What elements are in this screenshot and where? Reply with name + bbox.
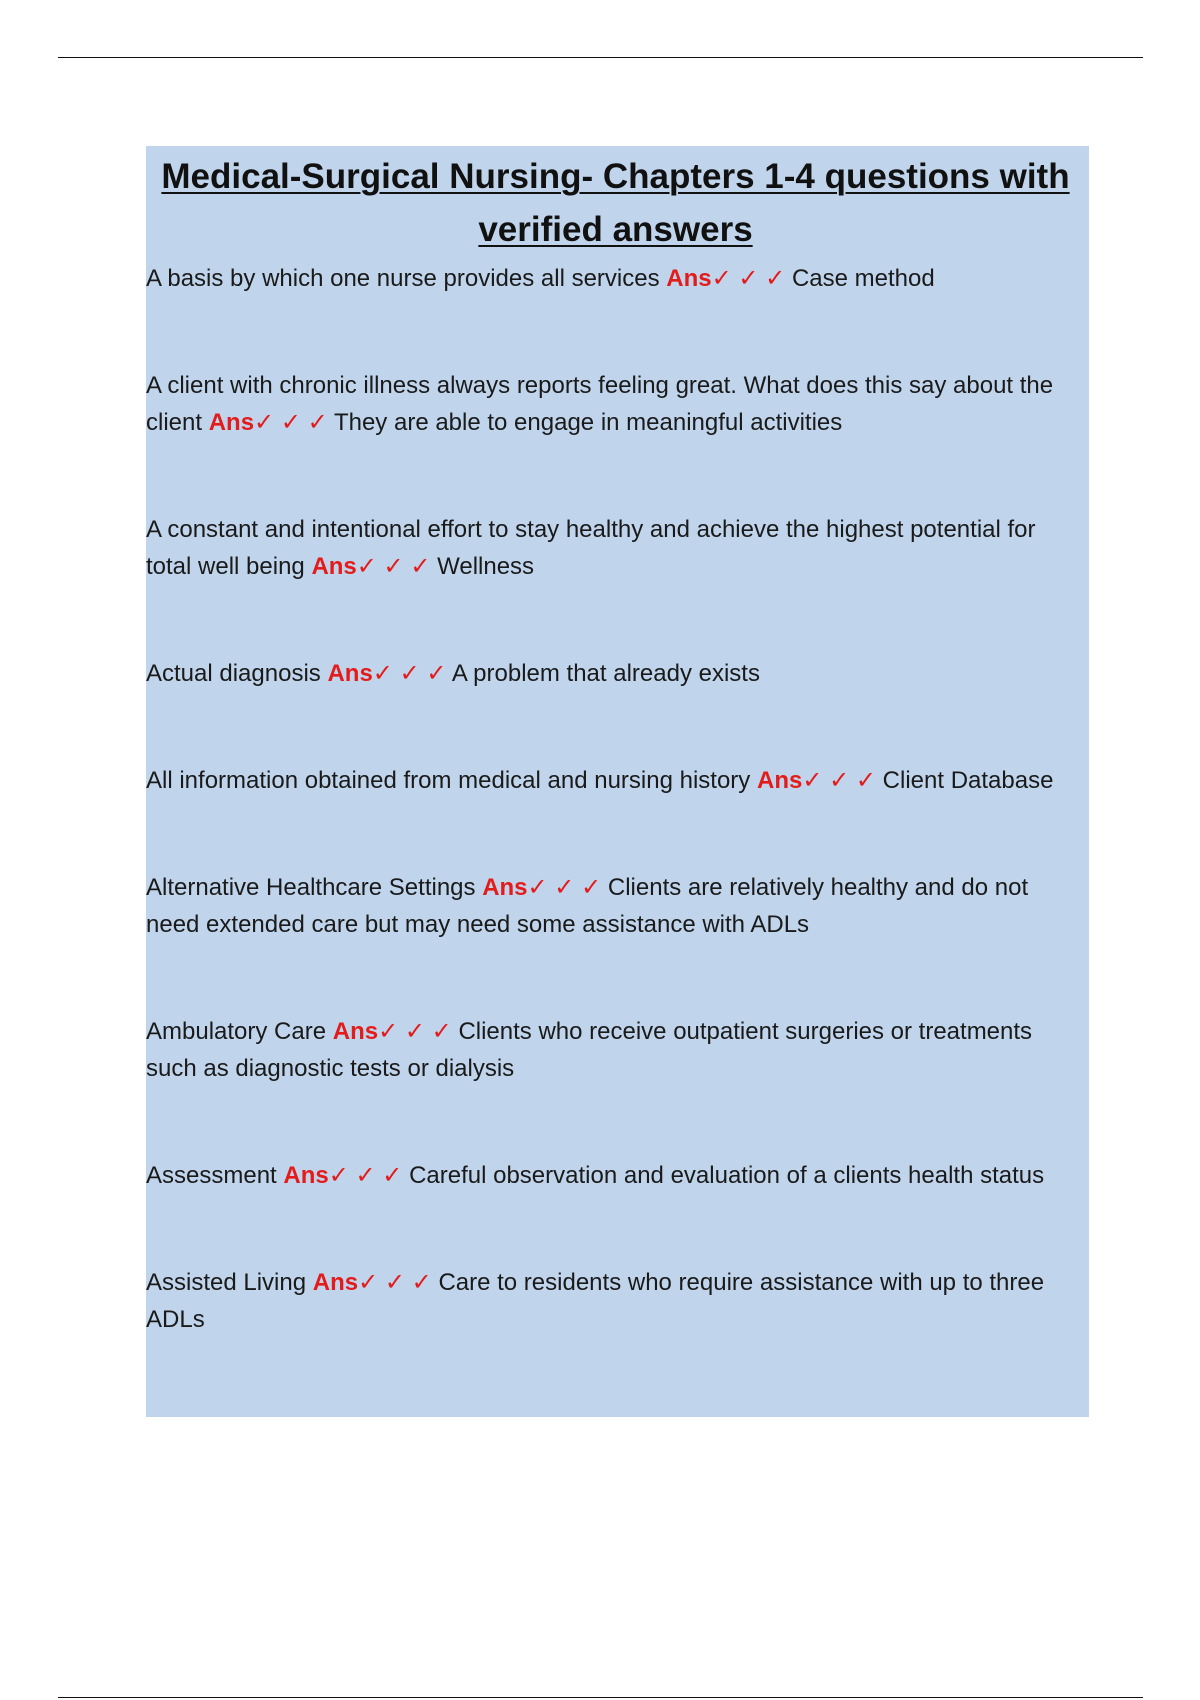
answer-text: Careful observation and evaluation of a clients health status — [409, 1162, 1045, 1189]
ans-label: Ans — [756, 767, 803, 794]
question-text: Assisted Living — [146, 1269, 307, 1296]
answer-text: Case method — [791, 265, 935, 292]
answer-text: Clients who receive outpatient surgeries or treatments such as diagnostic tests or dialysis — [146, 1018, 1033, 1082]
document-content — [146, 146, 1089, 1417]
qa-entry — [146, 367, 1085, 441]
ans-label: Ans — [482, 874, 528, 901]
bottom-rule — [58, 1697, 1143, 1698]
qa-entry — [146, 655, 1085, 692]
answer-text: Client Database — [882, 767, 1054, 794]
qa-entry — [146, 869, 1085, 943]
ans-label: Ans — [312, 1269, 359, 1296]
question-text: A constant and intentional effort to stay healthy and achieve the highest potential for total well being — [146, 516, 1036, 580]
checkmark-icon: ✓ ✓ ✓ — [802, 767, 876, 794]
question-text: A client with chronic illness always reports feeling great. What does this say about the client — [146, 372, 1054, 436]
qa-entry — [146, 1264, 1085, 1338]
ans-label: Ans — [327, 660, 373, 687]
ans-label: Ans — [208, 409, 255, 436]
checkmark-icon: ✓ ✓ ✓ — [711, 265, 786, 292]
ans-label: Ans — [332, 1018, 379, 1045]
checkmark-icon: ✓ ✓ ✓ — [378, 1018, 452, 1045]
qa-entry — [146, 511, 1085, 585]
top-rule — [58, 57, 1143, 58]
qa-entry — [146, 1157, 1085, 1194]
answer-text: Care to residents who require assistance with up to three ADLs — [146, 1269, 1045, 1333]
checkmark-icon: ✓ ✓ ✓ — [372, 660, 447, 687]
document-title: Medical-Surgical Nursing- Chapters 1-4 questions with verified answers — [161, 157, 1070, 249]
question-text: All information obtained from medical and nursing history — [146, 767, 751, 794]
ans-label: Ans — [666, 265, 712, 292]
question-text: Assessment — [146, 1162, 277, 1189]
checkmark-icon: ✓ ✓ ✓ — [527, 874, 602, 901]
qa-entry — [146, 260, 1085, 297]
checkmark-icon: ✓ ✓ ✓ — [358, 1269, 432, 1296]
qa-list — [146, 260, 1085, 1338]
answer-text: Clients are relatively healthy and do not need extended care but may need some assistance with ADLs — [146, 874, 1029, 938]
ans-label: Ans — [311, 553, 357, 580]
question-text: A basis by which one nurse provides all services — [146, 265, 660, 292]
answer-text: Wellness — [437, 553, 535, 580]
qa-entry — [146, 1013, 1085, 1087]
checkmark-icon: ✓ ✓ ✓ — [328, 1162, 403, 1189]
ans-label: Ans — [283, 1162, 329, 1189]
question-text: Actual diagnosis — [146, 660, 321, 687]
question-text: Alternative Healthcare Settings — [146, 874, 476, 901]
checkmark-icon: ✓ ✓ ✓ — [254, 409, 328, 436]
checkmark-icon: ✓ ✓ ✓ — [356, 553, 431, 580]
qa-entry — [146, 762, 1085, 799]
answer-text: A problem that already exists — [451, 660, 760, 687]
question-text: Ambulatory Care — [146, 1018, 327, 1045]
answer-text: They are able to engage in meaningful activities — [333, 409, 843, 436]
